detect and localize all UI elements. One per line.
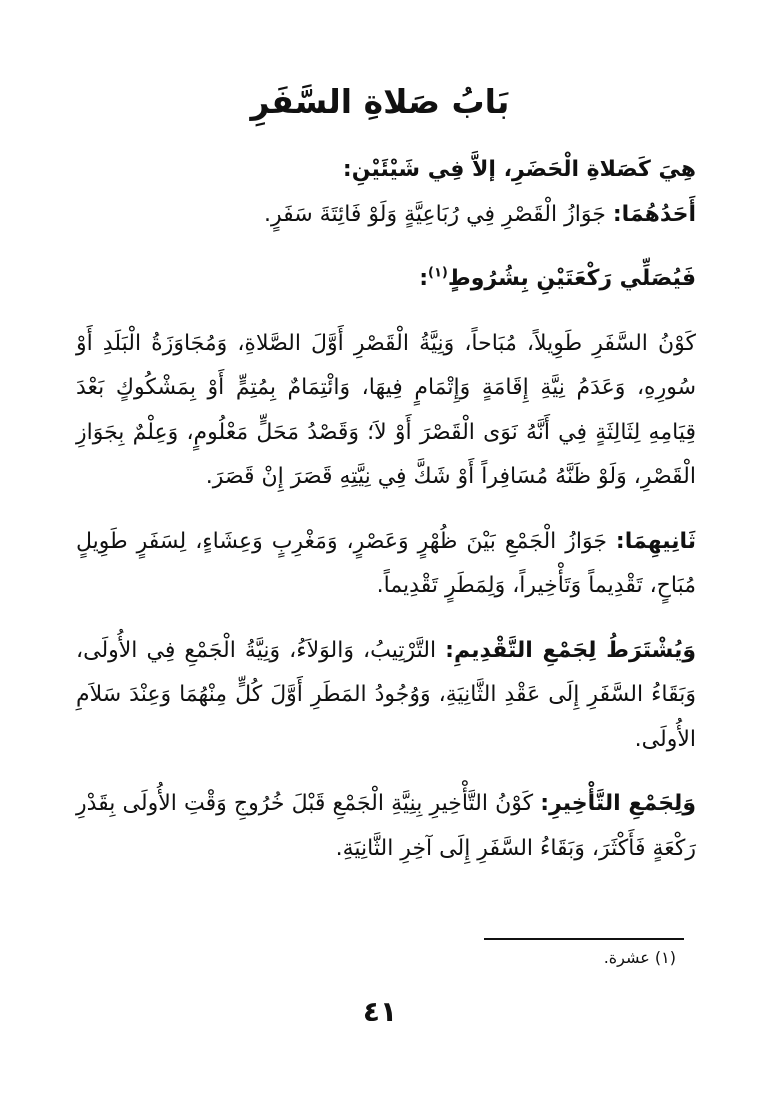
first-point-label: أَحَدُهُمَا: [612, 201, 696, 227]
main-text [76, 148, 696, 871]
rakatain-suffix: : [419, 266, 429, 291]
page-number: ٤١ [362, 995, 398, 1028]
chapter-title: بَابُ صَلاةِ السَّفَرِ [250, 82, 510, 121]
second-point-label: ثَانِيهِمَا: [615, 528, 697, 554]
conditions-paragraph: كَوْنُ السَّفَرِ طَوِيلاً، مُبَاحاً، وَنِيَّةُ الْقَصْرِ أَوَّلَ الصَّلاةِ، وَمُجَاوَزَةُ الْبَلَدِ أَوْ سُورِهِ، وَعَدَمُ نِيَّةِ إِقَامَةٍ وَإِتْمَامٍ فِيهَا، وَائْتِمَامٌ بِمُتِمٍّ أَوْ بِمَشْكُوكٍ بَعْدَ قِيَامِهِ لِثَالِثَةٍ فِي أَنَّهُ نَوَى الْقَصْرَ أَوْ لاَ؛ وَقَصْدُ مَحَلٍّ مَعْلُومٍ، وَعِلْمٌ بِجَوَازِ الْقَصْرِ، وَلَوْ ظَنَّهُ مُسَافِراً أَوْ شَكَّ فِي نِيَّتِهِ قَصَرَ إِنْ قَصَرَ. [76, 330, 696, 489]
rakatain-text: فَيُصَلِّي رَكْعَتَيْنِ بِشُرُوطٍ [447, 266, 696, 291]
taqdim-label: وَيُشْتَرَطُ لِجَمْعِ التَّقْدِيمِ: [445, 637, 696, 663]
footnote-marker: (١) [428, 265, 448, 281]
takhir-paragraph [76, 782, 696, 871]
taqdim-paragraph [76, 629, 696, 763]
takhir-text: كَوْنُ التَّأْخِيرِ بِنِيَّةِ الْجَمْعِ قَبْلَ خُرُوجِ وَقْتِ الأُولَى بِقَدْرِ رَكْعَةٍ فَأَكْثَرَ، وَبَقَاءُ السَّفَرِ إِلَى آخِرِ الثَّانِيَةِ. [76, 791, 696, 861]
first-point-text: جَوَازُ الْقَصْرِ فِي رُبَاعِيَّةٍ وَلَوْ فَائِتَةَ سَفَرٍ. [263, 201, 606, 227]
footnote: (١) عشرة. [603, 948, 676, 967]
second-point [76, 520, 696, 609]
first-point [76, 193, 696, 238]
second-point-text: جَوَازُ الْجَمْعِ بَيْنَ ظُهْرٍ وَعَصْرٍ، وَمَغْرِبٍ وَعِشَاءٍ، لِسَفَرٍ طَوِيلٍ مُبَاحٍ، تَقْدِيماً وَتَأْخِيراً، وَلِمَطَرٍ تَقْدِيماً. [76, 528, 696, 598]
footnote-divider [484, 938, 684, 940]
taqdim-text: التَّرْتِيبُ، وَالوَلاَءُ، وَنِيَّةُ الْجَمْعِ فِي الأُولَى، وَبَقَاءُ السَّفَرِ إِلَى عَقْدِ الثَّانِيَةِ، وَوُجُودُ المَطَرِ أَوَّلَ كُلٍّ مِنْهُمَا وَعِنْدَ سَلاَمِ الأُولَى. [76, 637, 696, 752]
rakatain-line [76, 257, 696, 302]
intro-line: هِيَ كَصَلاةِ الْحَضَرِ، إلاَّ فِي شَيْئَيْنِ: [342, 157, 696, 182]
takhir-label: وَلِجَمْعِ التَّأْخِيرِ: [540, 791, 696, 816]
